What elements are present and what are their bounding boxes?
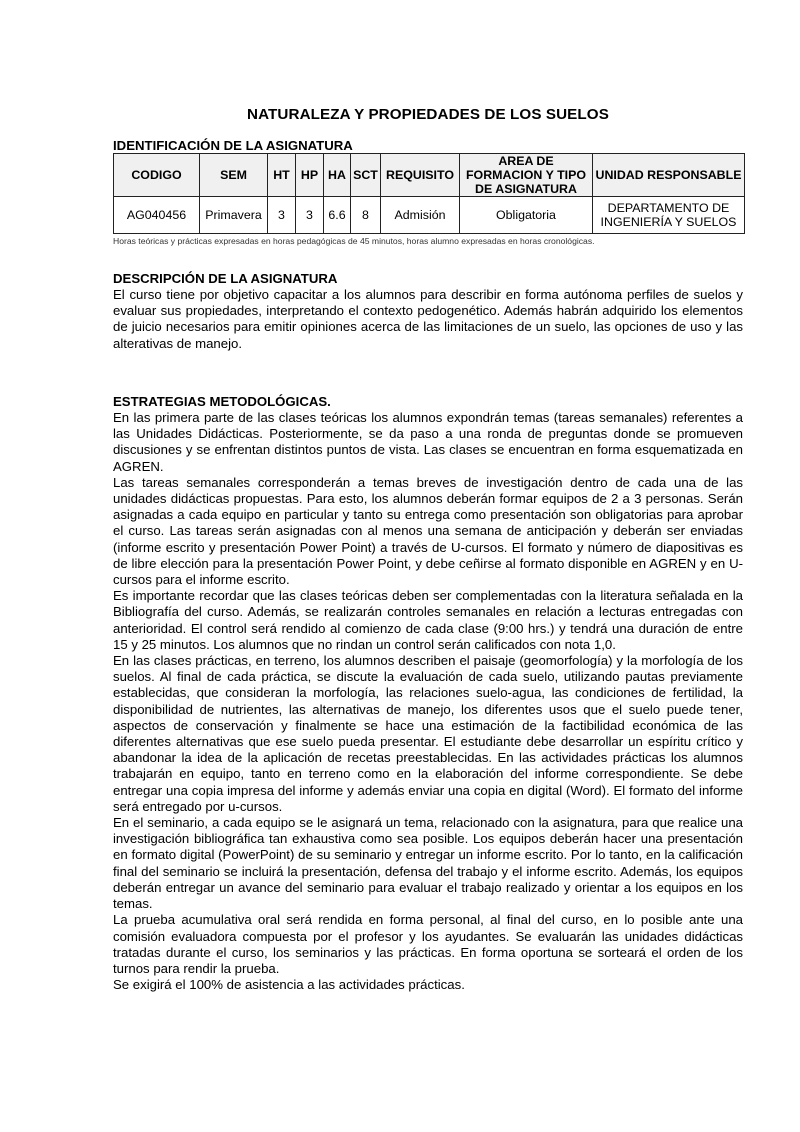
- header-ha: HA: [324, 154, 351, 197]
- strategies-heading: ESTRATEGIAS METODOLÓGICAS.: [113, 394, 331, 409]
- table-header-row: [114, 154, 745, 197]
- strategies-paragraph-attendance: Se exigirá el 100% de asistencia a las actividades prácticas.: [113, 977, 465, 993]
- table-row: [114, 197, 745, 234]
- course-identification-table: [113, 153, 745, 234]
- strategies-paragraph-controls: Es importante recordar que las clases teóricas deben ser complementadas con la literatura señalada en la Bibliografía del curso. Además, se realizarán controles semanales en relación a lecturas entregadas con anterioridad. El control será rendido al comienzo de cada clase (9:00 hrs.) y tendrá una duración de entre 15 y 25 minutos. Los alumnos que no rindan un control serán calificados con nota 1,0.: [113, 588, 743, 652]
- description-heading: DESCRIPCIÓN DE LA ASIGNATURA: [113, 271, 338, 286]
- header-area-formacion: AREA DE FORMACION Y TIPO DE ASIGNATURA: [460, 154, 593, 197]
- cell-sct: 8: [351, 197, 381, 234]
- description-paragraph: El curso tiene por objetivo capacitar a los alumnos para describir en forma autónoma perfiles de suelos y evaluar sus propiedades, interpretando el contexto pedogenético. Además habrán adquirido los elementos de juicio necesarios para emitir opiniones acerca de las limitaciones de un suelo, las opciones de uso y las alterativas de manejo.: [113, 287, 743, 351]
- header-codigo: CODIGO: [114, 154, 200, 197]
- header-unidad-responsable: UNIDAD RESPONSABLE: [593, 154, 745, 197]
- cell-ht: 3: [268, 197, 296, 234]
- identification-heading: IDENTIFICACIÓN DE LA ASIGNATURA: [113, 138, 353, 153]
- strategies-paragraph-oral-exam: La prueba acumulativa oral será rendida en forma personal, al final del curso, en lo posible ante una comisión evaluadora compuesta por el profesor y los ayudantes. Se evaluarán las unidades didácticas tratadas durante el curso, los seminarios y las prácticas. En forma oportuna se sorteará el orden de los turnos para rendir la prueba.: [113, 912, 743, 976]
- strategies-paragraph-practicals: En las clases prácticas, en terreno, los alumnos describen el paisaje (geomorfología) y la morfología de los suelos. Al final de cada práctica, se discute la evaluación de cada suelo, utilizando pautas previamente establecidas, que consideran la morfología, las relaciones suelo-agua, las condiciones de fertilidad, la disponibilidad de nutrientes, las alternativas de manejo, los diferentes usos que el suelo puede tener, aspectos de conservación y finalmente se hace una estimación de la factibilidad económica de las diferentes alternativas que ese suelo pueda presentar. El estudiante debe desarrollar un espíritu crítico y abandonar la idea de la aplicación de recetas preestablecidas. En las actividades prácticas los alumnos trabajarán en equipo, tanto en terreno como en la elaboración del informe correspondiente. Se debe entregar una copia impresa del informe y además enviar una copia en digital (Word). El formato del informe será entregado por u-cursos.: [113, 653, 743, 814]
- header-sct: SCT: [351, 154, 381, 197]
- cell-ha: 6.6: [324, 197, 351, 234]
- header-sem: SEM: [200, 154, 268, 197]
- strategies-paragraph-weekly-tasks: Las tareas semanales corresponderán a temas breves de investigación dentro de cada una de las unidades didácticas propuestas. Para esto, los alumnos deberán formar equipos de 2 a 3 personas. Serán asignadas a cada equipo en particular y tanto su entrega como presentación son obligatorias para aprobar el curso. Las tareas serán asignadas con al menos una semana de anticipación y deberán ser enviadas (informe escrito y presentación Power Point) a través de U-cursos. El formato y número de diapositivas es de libre elección para la presentación Power Point, y debe ceñirse al formato disponible en AGREN y en U-cursos para el informe escrito.: [113, 474, 743, 588]
- cell-sem: Primavera: [200, 197, 268, 234]
- strategies-paragraph-seminar: En el seminario, a cada equipo se le asignará un tema, relacionado con la asignatura, para que realice una investigación bibliográfica tan exhaustiva como sea posible. Los equipos deberán hacer una presentación en formato digital (PowerPoint) de su seminario y entregar un informe escrito. Por lo tanto, en la calificación final del seminario se incluirá la presentación, defensa del trabajo y el informe escrito. Además, los equipos deberán entregar un avance del seminario para evaluar el trabajo realizado y orientar a los equipos en los temas.: [113, 815, 743, 912]
- cell-hp: 3: [296, 197, 324, 234]
- table-footnote: Horas teóricas y prácticas expresadas en horas pedagógicas de 45 minutos, horas alumno expresadas en horas cronológicas.: [113, 236, 595, 246]
- cell-unidad-responsable: DEPARTAMENTO DE INGENIERÍA Y SUELOS: [593, 197, 745, 234]
- strategies-section: [113, 394, 743, 993]
- cell-area-formacion: Obligatoria: [460, 197, 593, 234]
- page-title: NATURALEZA Y PROPIEDADES DE LOS SUELOS: [247, 106, 609, 124]
- header-hp: HP: [296, 154, 324, 197]
- cell-codigo: AG040456: [114, 197, 200, 234]
- description-section: [113, 271, 743, 352]
- header-ht: HT: [268, 154, 296, 197]
- cell-requisito: Admisión: [381, 197, 460, 234]
- header-requisito: REQUISITO: [381, 154, 460, 197]
- strategies-paragraph-classes: En las primera parte de las clases teóricas los alumnos expondrán temas (tareas semanales) referentes a las Unidades Didácticas. Posteriormente, se da paso a una ronda de preguntas donde se promueven discusiones y se enfrentan distintos puntos de vista. Las clases se encuentran en forma esquematizada en AGREN.: [113, 410, 743, 474]
